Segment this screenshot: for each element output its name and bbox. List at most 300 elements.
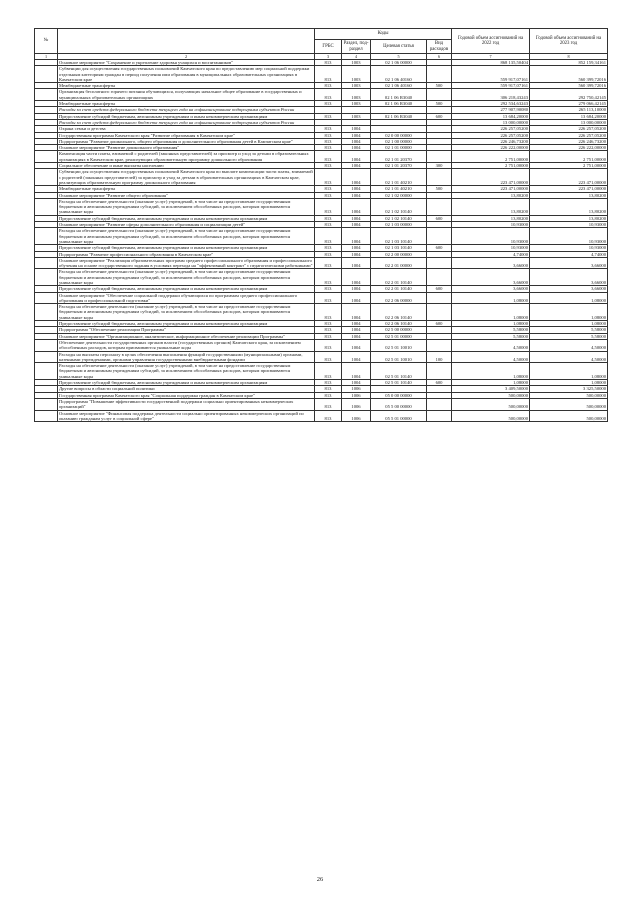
col-number: 3 [315,54,342,60]
row-sum-2023-cell: 3,66000 [530,269,608,286]
header-razdel: Раздел, под-раздел [342,40,371,54]
row-sum-2022-cell: 13,80200 [452,215,530,221]
row-grbs-cell: 813 [315,113,342,119]
row-razdel-cell: 1006 [342,410,371,422]
col-number: 6 [427,54,452,60]
col-number: 8 [530,54,608,60]
row-name-cell: Государственная программа Камчатского края "Развитие образования в Камчатском крае" [58,132,315,138]
row-name-cell: Основное мероприятие "Реализация образовательных программ среднего профессионального образования и профессионального обучения на основе государственного задания в условиях перехода на "эффективный контракт" с педагогическими работниками" [59,257,313,269]
row-sum-2022-cell: 306 218,43243 [452,89,530,101]
row-grbs-cell: 813 [315,251,342,257]
row-razdel-cell: 1004 [342,257,371,269]
header-grbs: ГРБС [315,40,342,54]
row-razdel-cell: 1003 [342,113,371,119]
row-sum-2023-cell: 226 257,05200 [530,126,608,132]
row-grbs-cell: 813 [315,101,342,107]
table-row [35,292,608,304]
row-sum-2023-cell: 292 750,42145 [530,89,608,101]
row-sum-2023-cell: 5,58000 [530,333,608,339]
row-sum-2022-cell: 226 257,05200 [452,132,530,138]
row-grbs-cell: 813 [315,83,342,89]
row-vr-cell [427,304,452,321]
row-sum-2023-cell: 10,93000 [530,222,608,228]
row-razdel-cell: 1004 [342,304,371,321]
row-sum-2023-cell: 223 471,00000 [530,169,608,186]
row-csr-cell: 02 1 06 40160 [371,66,427,83]
row-name-cell: Организация бесплатного горячего питания обучающихся, получающих начальное общее образование в государственных и муниципальных образовательных организациях [58,89,315,101]
row-sum-2022-cell: 1,08000 [452,363,530,380]
row-number-cell [35,198,58,215]
row-grbs-cell: 813 [315,292,342,304]
row-sum-2023-cell: 1,08000 [530,363,608,380]
row-name-cell: Подпрограмма "Обеспечение реализации Программы" [58,327,315,333]
row-razdel-cell: 1003 [342,83,371,89]
row-sum-2023-cell: 13,80200 [530,198,608,215]
col-number: 1 [35,54,58,60]
row-sum-2022-cell: 13 000,00000 [452,119,530,125]
row-grbs-cell: 813 [315,269,342,286]
row-csr-cell: 02 1 01 20370 [371,151,427,163]
budget-table-sheet [34,28,607,422]
row-sum-2022-cell: 868 135,50404 [452,60,530,66]
row-razdel-cell: 1003 [342,60,371,66]
row-sum-2022-cell: 4,50000 [452,339,530,351]
row-sum-2022-cell: 13,80200 [452,192,530,198]
row-razdel-cell: 1004 [342,163,371,169]
row-sum-2023-cell: 500,00000 [530,410,608,422]
row-sum-2022-cell: 13,80200 [452,198,530,215]
row-razdel-cell: 1004 [342,169,371,186]
row-sum-2022-cell: 3,66000 [452,286,530,292]
row-name-cell: Субвенции для осуществления государственных полномочий Камчатского края по выплате компенсации части платы, взимаемой с родителей (законных представителей) за присмотр и уход за детьми в образовательных организациях в Камчатском крае, реализующих образовательную программу дошкольного образования [59,169,313,185]
row-sum-2022-cell: 4,50000 [452,351,530,363]
row-razdel-cell: 1004 [342,380,371,386]
row-name-cell: Основное мероприятие "Организационное, аналитическое, информационное обеспечение реализации Программы" [58,333,315,339]
table-row [35,228,608,245]
row-vr-cell [427,410,452,422]
row-grbs-cell: 813 [315,380,342,386]
header-sum-2023: Годовой объем ассигнований на 2023 год [530,29,608,54]
row-grbs-cell: 813 [315,89,342,101]
row-vr-cell [427,339,452,351]
row-name-cell: Предоставление субсидий бюджетным, автономным учреждениям и иным некоммерческим организациям [58,215,315,221]
row-csr-cell: 02 2 01 10140 [371,286,427,292]
row-name-cell: Расходы на обеспечение деятельности (оказание услуг) учреждений, в том числе на предоставление государственным бюджетным и автономным учреждениям субсидий, за исключением обособленных расходов, которым присваиваются уникальные коды [58,198,315,215]
row-sum-2022-cell: 1,08000 [452,321,530,327]
row-razdel-cell: 1006 [342,392,371,398]
header-vr: Вид расходов [427,40,452,54]
row-sum-2022-cell: 292 534,63243 [452,101,530,107]
row-razdel-cell: 1004 [342,198,371,215]
row-sum-2023-cell: 1,08000 [530,380,608,386]
row-grbs-cell: 813 [315,363,342,380]
header-csr: Целевая статья [371,40,427,54]
row-name-cell: Основное мероприятие "Развитие сферы дополнительного образования и социализации детей" [58,222,315,228]
row-grbs-cell: 813 [315,126,342,132]
row-sum-2023-cell: 226 257,05200 [530,132,608,138]
row-razdel-cell: 1003 [342,89,371,101]
row-name-cell: Предоставление субсидий бюджетным, автономным учреждениям и иным некоммерческим организациям [58,245,315,251]
row-number-cell [35,398,58,410]
row-sum-2022-cell: 500,00000 [452,398,530,410]
header-codes: Коды [315,29,452,40]
header-num: № [35,29,58,54]
row-sum-2022-cell: 3,66000 [452,269,530,286]
row-vr-cell [427,398,452,410]
row-csr-cell: 02 5 01 10010 [371,339,427,351]
row-number-cell [35,66,58,83]
row-vr-cell: 500 [427,101,452,107]
row-vr-cell: 600 [427,245,452,251]
row-razdel-cell: 1004 [342,321,371,327]
header-name [58,29,315,54]
row-vr-cell: 600 [427,215,452,221]
row-name-cell: Расходы на выплаты персоналу в целях обеспечения выполнения функций государственными (муниципальными) органами, казенными учреждениями, органами управления государственными внебюджетными фондами [58,351,315,363]
row-sum-2022-cell: 500,00000 [452,392,530,398]
row-csr-cell: 05 5 01 00000 [371,410,427,422]
row-sum-2023-cell: 500,00000 [530,392,608,398]
row-name-cell: Подпрограмма "Развитие профессионального образования в Камчатском крае" [58,251,315,257]
row-number-cell [35,292,58,304]
row-csr-cell: 02 1 02 00000 [371,192,427,198]
row-name-cell: Предоставление субсидий бюджетным, автономным учреждениям и иным некоммерческим организациям [58,286,315,292]
row-name-cell: Расходы на обеспечение деятельности (оказание услуг) учреждений, в том числе на предоставление государственным бюджетным и автономным учреждениям субсидий, за исключением обособленных расходов, которым присваиваются уникальные коды [58,304,315,321]
col-number: 4 [342,54,371,60]
row-sum-2022-cell: 1,08000 [452,304,530,321]
row-razdel-cell: 1006 [342,386,371,392]
row-sum-2023-cell: 10,93000 [530,245,608,251]
table-row [35,257,608,269]
row-razdel-cell: 1004 [342,351,371,363]
row-csr-cell: 02 1 01 00000 [371,145,427,151]
row-csr-cell: 02 5 01 00000 [371,333,427,339]
row-csr-cell: 02 1 06 R3040 [371,113,427,119]
row-sum-2023-cell: 2 751,00000 [530,151,608,163]
table-row [35,304,608,321]
header-sum-2022: Годовой объем ассигнований на 2022 год [452,29,530,54]
row-grbs-cell: 813 [315,257,342,269]
row-grbs-cell: 813 [315,351,342,363]
row-grbs-cell: 813 [315,398,342,410]
row-sum-2022-cell: 1,08000 [452,292,530,304]
row-razdel-cell: 1003 [342,101,371,107]
table-row [35,66,608,83]
row-sum-2022-cell: 3,66000 [452,257,530,269]
row-name-cell: Субвенции для осуществления государственных полномочий Камчатского края по предоставлению мер социальной поддержки отдельным категориям граждан в период получения ими образования в муниципальных образовательных организациях в Камчатском крае [58,66,315,83]
row-grbs-cell: 813 [315,138,342,144]
row-name-cell: Межбюджетные трансферты [58,83,315,89]
row-vr-cell: 500 [427,83,452,89]
row-csr-cell: 05 5 00 00000 [371,398,427,410]
row-csr-cell: 02 5 01 10140 [371,363,427,380]
row-number-cell [35,228,58,245]
row-grbs-cell: 813 [315,228,342,245]
row-vr-cell [427,257,452,269]
row-vr-cell: 600 [427,113,452,119]
row-vr-cell: 600 [427,321,452,327]
row-csr-cell: 02 1 01 40210 [371,169,427,186]
row-sum-2023-cell: 3,66000 [530,257,608,269]
row-sum-2023-cell: 10,93000 [530,228,608,245]
row-razdel-cell: 1004 [342,251,371,257]
table-row [35,169,608,186]
row-sum-2023-cell: 4,50000 [530,351,608,363]
row-razdel-cell: 1004 [342,327,371,333]
row-name-cell: Основное мероприятие "Финансовая поддержка деятельности социально ориентированных некоммерческих организаций по оказанию гражданам услуг в социальной сфере" [58,410,315,422]
row-name-cell: Государственная программа Камчатского края "Социальная поддержка граждан в Камчатском крае" [58,392,315,398]
row-name-cell: Основное мероприятие "Обеспечение социальной поддержки обучающихся по программам среднего профессионального образования и профессиональной подготовки" [58,292,315,304]
row-grbs-cell: 813 [315,163,342,169]
row-grbs-cell: 813 [315,151,342,163]
row-grbs-cell: 813 [315,333,342,339]
row-name-cell: Межбюджетные трансферты [58,101,315,107]
row-vr-cell [427,198,452,215]
row-number-cell [35,269,58,286]
row-name-cell: Основное мероприятие "Сохранение и укрепление здоровья учащихся и воспитанников" [58,60,315,66]
row-number-cell [35,339,58,351]
row-grbs-cell: 813 [315,192,342,198]
row-name-cell: Охрана семьи и детства [58,126,315,132]
row-name-cell: Предоставление субсидий бюджетным, автономным учреждениям и иным некоммерческим организациям [58,321,315,327]
row-razdel-cell: 1004 [342,333,371,339]
row-vr-cell: 600 [427,286,452,292]
row-razdel-cell: 1004 [342,138,371,144]
row-sum-2022-cell: 559 917,07161 [452,66,530,83]
table-row [35,351,608,363]
row-number-cell [35,410,58,422]
row-csr-cell: 02 2 01 10140 [371,269,427,286]
row-sum-2022-cell: 13 684,20000 [452,113,530,119]
row-sum-2022-cell: 1,08000 [452,380,530,386]
row-grbs-cell: 813 [315,304,342,321]
row-razdel-cell: 1004 [342,132,371,138]
row-sum-2022-cell: 223 471,00000 [452,169,530,186]
row-grbs-cell: 813 [315,186,342,192]
row-name-cell: Другие вопросы в области социальной политики [58,386,315,392]
row-vr-cell [427,151,452,163]
table-row [35,89,608,101]
row-razdel-cell: 1004 [342,228,371,245]
table-row [35,339,608,351]
row-csr-cell: 02 1 02 10140 [371,198,427,215]
row-sum-2022-cell: 223 471,00000 [452,186,530,192]
row-grbs-cell: 813 [315,321,342,327]
row-grbs-cell: 813 [315,339,342,351]
row-csr-cell: 02 5 01 10010 [371,351,427,363]
row-razdel-cell: 1004 [342,186,371,192]
row-csr-cell: 02 1 02 10140 [371,215,427,221]
row-sum-2023-cell: 226 222,00000 [530,145,608,151]
row-grbs-cell: 813 [315,286,342,292]
row-razdel-cell: 1004 [342,126,371,132]
row-grbs-cell: 813 [315,327,342,333]
row-razdel-cell: 1004 [342,269,371,286]
row-vr-cell: 100 [427,351,452,363]
row-sum-2023-cell: 5,58000 [530,327,608,333]
row-sum-2023-cell: 1,08000 [530,304,608,321]
row-vr-cell [427,292,452,304]
row-razdel-cell: 1004 [342,192,371,198]
row-sum-2023-cell: 4,50000 [530,339,608,351]
row-sum-2023-cell: 500,00000 [530,398,608,410]
row-name-cell: Основное мероприятие "Развитие дошкольного образования" [58,145,315,151]
row-csr-cell: 02 1 01 20370 [371,163,427,169]
row-sum-2022-cell: 10,93000 [452,228,530,245]
row-csr-cell: 02 1 03 10140 [371,245,427,251]
row-sum-2023-cell: 4,74000 [530,251,608,257]
row-name-cell: Расходы за счет средств федерального бюджета текущего года на софинансирование подпрограмм субъектов России [58,119,315,125]
row-sum-2023-cell: 560 399,72016 [530,66,608,83]
row-sum-2023-cell: 1,08000 [530,292,608,304]
row-sum-2022-cell: 2 751,00000 [452,163,530,169]
row-grbs-cell: 813 [315,60,342,66]
row-sum-2023-cell: 3 325,50000 [530,386,608,392]
row-grbs-cell: 813 [315,132,342,138]
row-sum-2022-cell: 4,74000 [452,251,530,257]
row-sum-2023-cell: 226 246,73200 [530,138,608,144]
row-razdel-cell: 1004 [342,151,371,163]
row-sum-2023-cell: 1,08000 [530,321,608,327]
row-sum-2023-cell: 223 471,00000 [530,186,608,192]
row-name-cell: Основное мероприятие "Развитие общего образования" [58,192,315,198]
row-csr-cell: 02 2 06 10140 [371,321,427,327]
table-row [35,151,608,163]
col-number: 7 [452,54,530,60]
row-grbs-cell: 813 [315,222,342,228]
row-grbs-cell: 813 [315,169,342,186]
row-number-cell [35,257,58,269]
row-sum-2022-cell: 226 257,05200 [452,126,530,132]
row-number-cell [35,351,58,363]
row-vr-cell [427,169,452,186]
row-csr-cell: 02 0 00 00000 [371,132,427,138]
row-sum-2022-cell: 277 907,90080 [452,107,530,113]
row-razdel-cell: 1004 [342,222,371,228]
row-csr-cell: 02 2 01 00000 [371,257,427,269]
row-razdel-cell: 1004 [342,339,371,351]
row-sum-2022-cell: 500,00000 [452,410,530,422]
row-vr-cell: 600 [427,380,452,386]
row-sum-2023-cell: 13,80200 [530,192,608,198]
row-vr-cell [427,228,452,245]
row-name-cell: Подпрограмма "Повышение эффективности государственной поддержки социально ориентированных некоммерческих организаций" [58,398,315,410]
row-sum-2022-cell: 226 246,73200 [452,138,530,144]
row-grbs-cell: 813 [315,386,342,392]
row-grbs-cell: 813 [315,215,342,221]
page-number: 26 [316,876,324,883]
row-vr-cell [427,269,452,286]
row-vr-cell: 300 [427,163,452,169]
row-razdel-cell: 1004 [342,245,371,251]
row-vr-cell: 500 [427,186,452,192]
row-csr-cell: 02 5 01 10140 [371,380,427,386]
row-csr-cell: 02 5 00 00000 [371,327,427,333]
row-number-cell [35,363,58,380]
row-razdel-cell: 1003 [342,66,371,83]
table-row [35,269,608,286]
row-csr-cell: 02 2 06 10140 [371,304,427,321]
row-csr-cell: 02 2 00 00000 [371,251,427,257]
row-csr-cell: 02 1 06 40160 [371,83,427,89]
row-name-cell: Расходы на обеспечение деятельности (оказание услуг) учреждений, в том числе на предоставление государственным бюджетным и автономным учреждениям субсидий, за исключением обособленных расходов, которым присваиваются уникальные коды [58,363,315,380]
row-number-cell [35,304,58,321]
row-csr-cell: 02 2 06 00000 [371,292,427,304]
row-csr-cell: 05 0 00 00000 [371,392,427,398]
row-name-cell: Предоставление субсидий бюджетным, автономным учреждениям и иным некоммерческим организациям [58,113,315,119]
row-name-cell: Межбюджетные трансферты [58,186,315,192]
row-sum-2022-cell: 5,58000 [452,327,530,333]
row-sum-2023-cell: 852 159,34161 [530,60,608,66]
row-number-cell [35,151,58,163]
row-name-cell: Расходы за счет средств федерального бюджета текущего года на софинансирование подпрограмм субъектов России [58,107,315,113]
row-name-cell: Социальное обеспечение и иные выплаты населению [58,163,315,169]
table-row [35,398,608,410]
row-razdel-cell: 1004 [342,292,371,304]
row-razdel-cell: 1004 [342,145,371,151]
row-razdel-cell: 1006 [342,398,371,410]
row-name-cell: Расходы на обеспечение деятельности (оказание услуг) учреждений, в том числе на предоставление государственным бюджетным и автономным учреждениям субсидий, за исключением обособленных расходов, которым присваиваются уникальные коды [58,228,315,245]
row-name-cell: Расходы на обеспечение деятельности (оказание услуг) учреждений, в том числе на предоставление государственным бюджетным и автономным учреждениям субсидий, за исключением обособленных расходов, которым присваиваются уникальные коды [58,269,315,286]
row-razdel-cell: 1004 [342,286,371,292]
row-vr-cell [427,363,452,380]
row-name-cell: Обеспечение деятельности государственных органов власти (государственных органов) Камчатского края, за исключением обособленных расходов, которым присваиваются уникальные коды [58,339,315,351]
table-row [35,410,608,422]
row-csr-cell: 02 1 00 00000 [371,138,427,144]
row-sum-2023-cell: 2 751,00000 [530,163,608,169]
row-csr-cell: 02 1 06 00000 [371,60,427,66]
row-grbs-cell: 813 [315,245,342,251]
row-csr-cell: 02 1 01 40210 [371,186,427,192]
row-sum-2022-cell: 3 409,50000 [452,386,530,392]
row-grbs-cell: 813 [315,198,342,215]
col-number: 2 [58,54,315,60]
row-sum-2022-cell: 226 222,00000 [452,145,530,151]
table-row [35,363,608,380]
row-vr-cell [427,89,452,101]
row-razdel-cell: 1004 [342,215,371,221]
row-vr-cell [427,66,452,83]
row-grbs-cell: 813 [315,66,342,83]
row-razdel-cell: 1004 [342,363,371,380]
row-name-cell: Подпрограмма "Развитие дошкольного, общего образования и дополнительного образования детей в Камчатском крае" [58,138,315,144]
row-sum-2023-cell: 265 113,10000 [530,107,608,113]
row-sum-2022-cell: 10,93000 [452,245,530,251]
row-sum-2023-cell: 13,80200 [530,215,608,221]
row-name-cell: Предоставление субсидий бюджетным, автономным учреждениям и иным некоммерческим организациям [58,380,315,386]
row-grbs-cell: 813 [315,392,342,398]
table-row [35,198,608,215]
row-number-cell [35,89,58,101]
row-sum-2022-cell: 2 751,00000 [452,151,530,163]
row-sum-2023-cell: 3,66000 [530,286,608,292]
budget-table [34,28,608,422]
row-sum-2023-cell: 13 000,00000 [530,119,608,125]
row-number-cell [35,169,58,186]
row-csr-cell: 02 1 06 R3040 [371,101,427,107]
row-sum-2022-cell: 10,93000 [452,222,530,228]
row-grbs-cell: 813 [315,410,342,422]
row-grbs-cell: 813 [315,145,342,151]
row-sum-2023-cell: 560 399,72016 [530,83,608,89]
row-csr-cell: 02 1 03 10140 [371,228,427,245]
row-csr-cell: 02 1 03 00000 [371,222,427,228]
row-name-cell: Компенсация части платы, взимаемой с родителей (законных представителей) за присмотр и уход за детьми в образовательных организациях в Камчатском крае, реализующих образовательную программу дошкольного образования [58,151,315,163]
row-csr-cell: 02 1 06 R3040 [371,89,427,101]
row-sum-2023-cell: 13 684,20000 [530,113,608,119]
row-sum-2022-cell: 5,58000 [452,333,530,339]
col-number: 5 [371,54,427,60]
row-sum-2022-cell: 559 917,07161 [452,83,530,89]
